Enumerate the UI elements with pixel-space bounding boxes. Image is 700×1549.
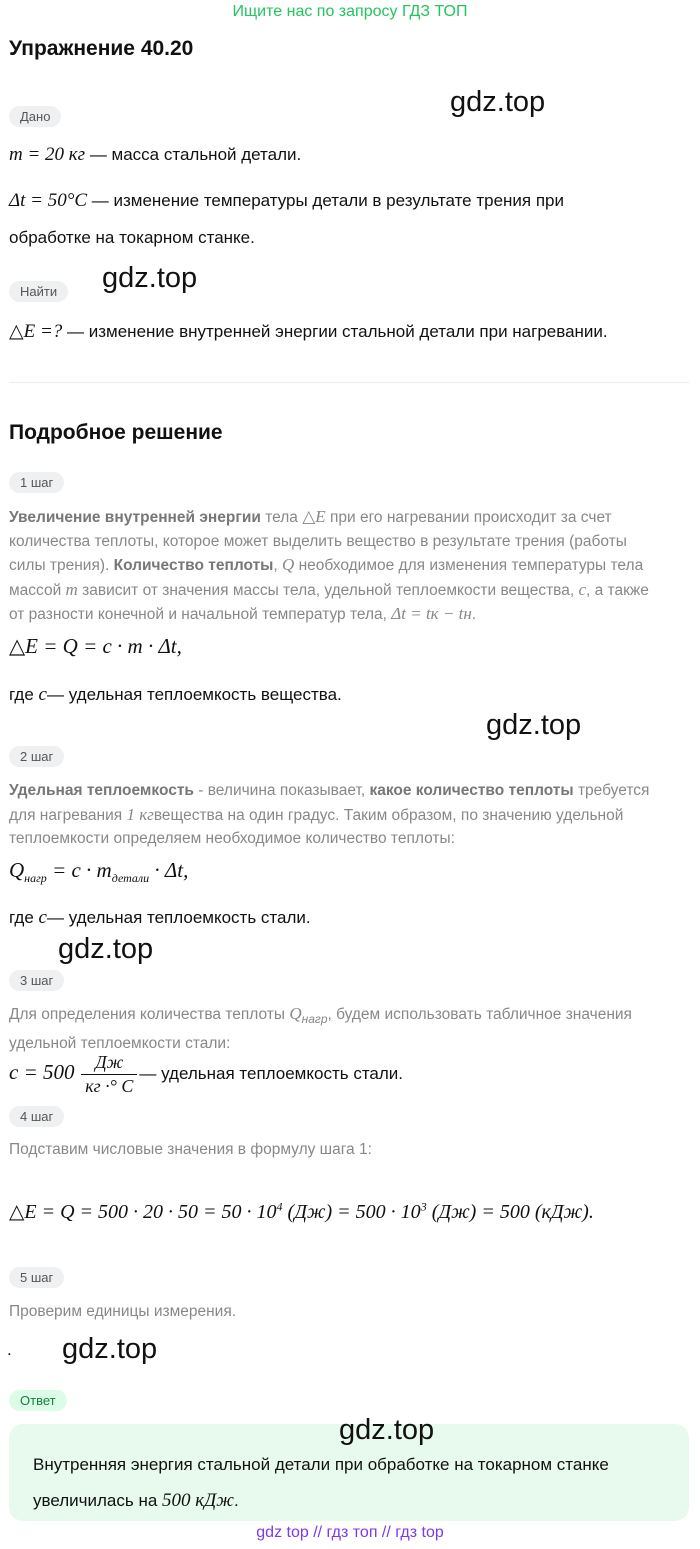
given-label: Дано xyxy=(9,106,61,127)
top-banner[interactable]: Ищите нас по запросу ГДЗ ТОП xyxy=(232,3,468,20)
answer-line-1: Внутренняя энергия стальной детали при обработке на токарном станке xyxy=(33,1455,609,1474)
answer-math: 500 кДж xyxy=(162,1490,234,1511)
step1-math: Δt = tк − tн xyxy=(391,604,472,623)
given-temp-formula: Δt = 50°C xyxy=(9,190,88,211)
step1-text: зависит от значения массы тела, удельной теплоемкости вещества, xyxy=(77,581,579,599)
watermark: gdz.top xyxy=(62,1333,158,1365)
step1-math: Q xyxy=(282,555,295,574)
step5-badge xyxy=(9,1267,64,1288)
step2-formula-sub: детали xyxy=(111,871,150,886)
given-line-temp xyxy=(9,190,564,212)
step1-text: тела xyxy=(260,509,303,526)
step3-math: Q xyxy=(289,1004,302,1023)
step2-text: для нагревания xyxy=(9,806,127,824)
step2-note-math: c xyxy=(38,907,47,928)
step1-note-text: — удельная теплоемкость вещества. xyxy=(46,685,342,704)
given-line-mass xyxy=(9,144,301,166)
footer-links[interactable]: gdz top // гдз топ // гдз top xyxy=(256,1524,444,1541)
find-line xyxy=(9,320,608,343)
step3-text: Для определения количества теплоты xyxy=(9,1006,290,1023)
step1-note-math: c xyxy=(38,684,47,705)
step1-badge xyxy=(9,472,64,493)
step1-formula: △E = Q = c · m · Δt, xyxy=(9,634,182,658)
step2-note xyxy=(9,907,311,929)
step1-text: количества теплоты, которое может выделить вещество в результате трения (работы xyxy=(9,532,627,550)
step2-label: 2 шаг xyxy=(9,746,64,767)
step1-paragraph xyxy=(9,505,689,627)
step1-text: от разности конечной и начальной температур тела, xyxy=(9,606,392,623)
step5-dot: . xyxy=(7,1340,12,1359)
answer-line-2 xyxy=(33,1490,239,1512)
step3-label: 3 шаг xyxy=(9,970,64,991)
step3-formula-lhs: c = 500 xyxy=(9,1059,75,1084)
step1-text: силы трения). xyxy=(9,557,114,574)
find-badge xyxy=(9,281,68,302)
answer-text: . xyxy=(233,1491,239,1510)
step5-paragraph: Проверим единицы измерения. xyxy=(9,1303,237,1320)
step2-text: вещества на один градус. Таким образом, по значению удельной xyxy=(153,806,624,824)
section-divider xyxy=(9,382,689,383)
step3-math-sub: нагр xyxy=(301,1012,328,1027)
step1-label: 1 шаг xyxy=(9,472,64,493)
step4-formula-sup: 4 xyxy=(276,1199,283,1214)
step3-formula-text: — удельная теплоемкость стали. xyxy=(139,1063,404,1083)
given-mass-text: — масса стальной детали. xyxy=(85,145,302,164)
find-text: — изменение внутренней энергии стальной детали при нагревании. xyxy=(62,322,608,341)
step2-bold-heat-amount: какое количество теплоты xyxy=(369,782,574,799)
watermark: gdz.top xyxy=(58,933,154,965)
step1-math: m xyxy=(65,579,78,599)
given-temp-text: — изменение температуры детали в результате трения при xyxy=(87,191,565,210)
step3-fraction xyxy=(81,1052,137,1097)
step2-math: 1 кг xyxy=(126,804,154,824)
given-badge xyxy=(9,106,61,127)
watermark: gdz.top xyxy=(450,86,546,118)
step4-label: 4 шаг xyxy=(9,1106,64,1127)
given-line-temp-cont: обработке на токарном станке. xyxy=(9,228,255,247)
step1-math: △E xyxy=(302,507,326,526)
watermark: gdz.top xyxy=(102,262,198,294)
step3-frac-numerator: Дж xyxy=(81,1052,137,1075)
step2-text: требуется xyxy=(573,782,650,799)
answer-text: увеличилась на xyxy=(33,1491,163,1510)
step1-text: , xyxy=(273,557,283,574)
step2-formula-sub: нагр xyxy=(24,871,47,886)
step1-text: , а также xyxy=(586,581,649,599)
watermark: gdz.top xyxy=(339,1414,435,1446)
step3-formula-line xyxy=(9,1052,403,1097)
step1-bold-heat: Количество теплоты xyxy=(113,557,274,574)
find-formula: △E =? xyxy=(9,321,63,342)
step1-text: . xyxy=(471,606,477,623)
step3-paragraph xyxy=(9,1002,689,1055)
step4-formula xyxy=(9,1199,594,1224)
step4-formula-part: △E = Q = 500 · 20 · 50 = 50 · 10 xyxy=(9,1201,277,1223)
step5-label: 5 шаг xyxy=(9,1267,64,1288)
page-title: Упражнение 40.20 xyxy=(9,37,194,60)
step1-text: массой xyxy=(9,581,66,599)
step2-note-text: — удельная теплоемкость стали. xyxy=(46,908,311,927)
step4-paragraph: Подставим числовые значения в формулу шага 1: xyxy=(9,1141,372,1158)
step4-formula-sup: 3 xyxy=(420,1199,427,1214)
step1-math: c xyxy=(578,579,587,599)
watermark: gdz.top xyxy=(486,709,582,741)
step1-text: при его нагревании происходит за счет xyxy=(325,509,612,526)
step3-text: , будем использовать табличное значения xyxy=(327,1006,632,1023)
step1-bold-internal-energy: Увеличение внутренней энергии xyxy=(9,509,261,526)
answer-label: Ответ xyxy=(9,1390,67,1411)
step2-bold-specific-heat: Удельная теплоемкость xyxy=(9,782,194,799)
answer-badge xyxy=(9,1390,67,1411)
solution-title: Подробное решение xyxy=(9,421,223,444)
step4-badge xyxy=(9,1106,64,1127)
step1-note-text: где xyxy=(9,685,39,704)
step2-paragraph xyxy=(9,779,689,851)
step2-note-text: где xyxy=(9,908,39,927)
given-mass-formula: m = 20 кг xyxy=(9,144,86,165)
step2-formula-part: Q xyxy=(9,858,25,882)
step2-text: теплоемкости определяем необходимое количество теплоты: xyxy=(9,830,455,847)
step2-badge xyxy=(9,746,64,767)
step1-text: необходимое для изменения температуры тела xyxy=(294,557,644,574)
step2-formula-part: = c · m xyxy=(46,858,112,882)
step2-text: - величина показывает, xyxy=(193,782,370,799)
step3-badge xyxy=(9,970,64,991)
step3-frac-denominator: кг ·° C xyxy=(85,1076,134,1096)
step4-formula-part: (Дж) = 500 · 10 xyxy=(282,1201,421,1223)
step2-formula xyxy=(9,858,188,886)
step1-note xyxy=(9,684,342,706)
step3-text: удельной теплоемкости стали: xyxy=(9,1034,231,1052)
find-label: Найти xyxy=(9,281,68,302)
step4-formula-part: (Дж) = 500 (кДж). xyxy=(426,1201,594,1223)
step2-formula-part: · Δt, xyxy=(149,858,189,882)
